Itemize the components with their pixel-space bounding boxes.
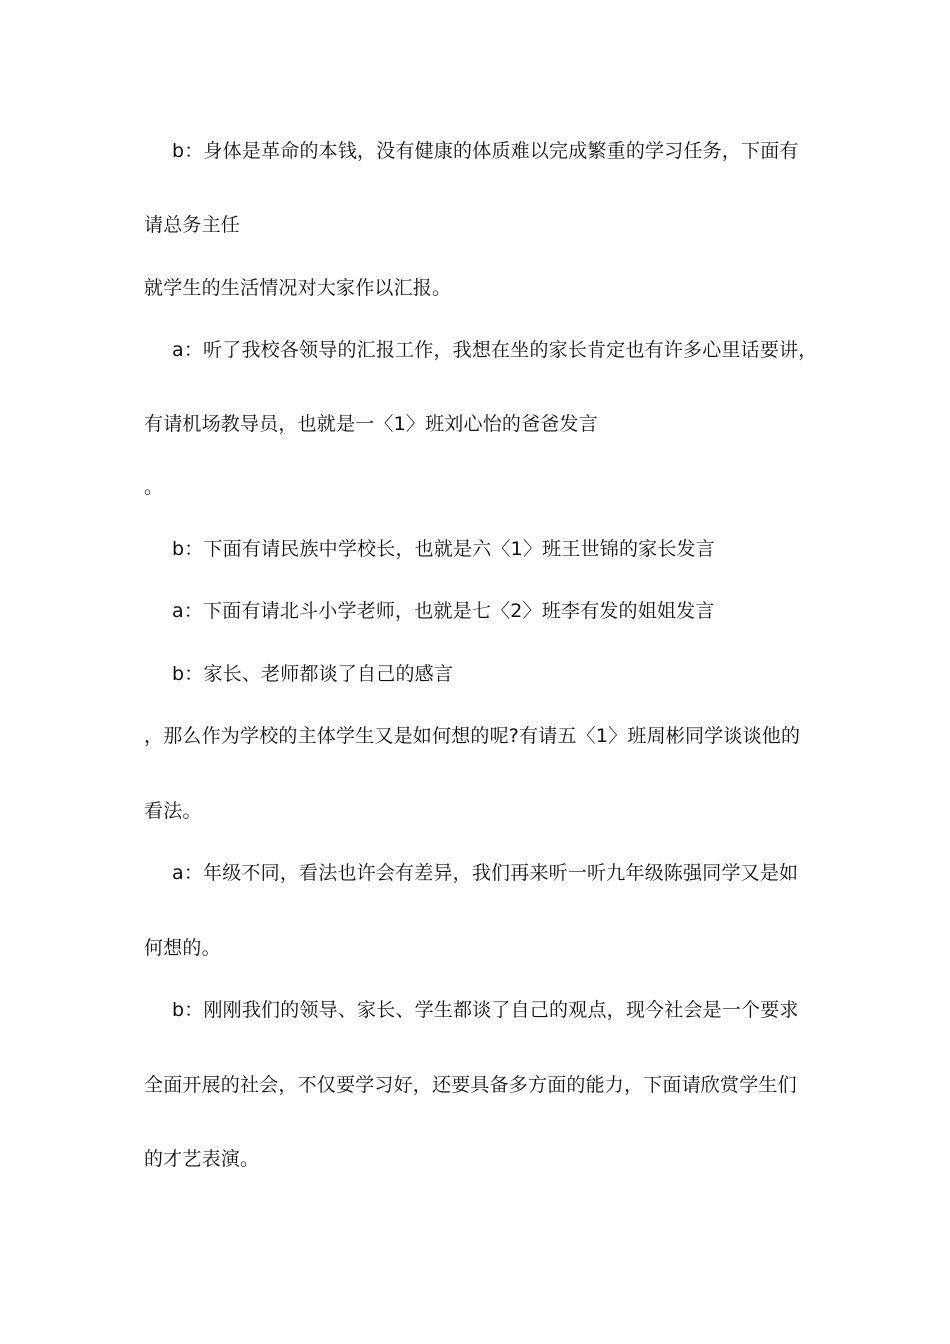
paragraph-line: a：听了我校各领导的汇报工作，我想在坐的家长肯定也有许多心里话要讲， bbox=[172, 339, 818, 361]
paragraph-line: 。 bbox=[144, 476, 164, 498]
paragraph-line: 的才艺表演。 bbox=[144, 1148, 260, 1170]
paragraph-line: a：下面有请北斗小学老师，也就是七〈2〉班李有发的姐姐发言 bbox=[172, 600, 715, 622]
paragraph-line: ，那么作为学校的主体学生又是如何想的呢?有请五〈1〉班周彬同学谈谈他的 bbox=[144, 725, 801, 747]
paragraph-line: 请总务主任 bbox=[144, 214, 241, 236]
paragraph-line: b：刚刚我们的领导、家长、学生都谈了自己的观点，现今社会是一个要求 bbox=[172, 999, 799, 1021]
paragraph-line: 何想的。 bbox=[144, 937, 221, 959]
paragraph-line: 有请机场教导员，也就是一〈1〉班刘心怡的爸爸发言 bbox=[144, 413, 598, 435]
paragraph-line: 全面开展的社会，不仅要学习好，还要具备多方面的能力，下面请欣赏学生们 bbox=[144, 1074, 797, 1096]
paragraph-line: a：年级不同，看法也许会有差异，我们再来听一听九年级陈强同学又是如 bbox=[172, 862, 799, 884]
paragraph-line: b：身体是革命的本钱，没有健康的体质难以完成繁重的学习任务，下面有 bbox=[172, 140, 799, 162]
paragraph-line: b：下面有请民族中学校长，也就是六〈1〉班王世锦的家长发言 bbox=[172, 538, 715, 560]
paragraph-line: b：家长、老师都谈了自己的感言 bbox=[172, 663, 454, 685]
paragraph-line: 看法。 bbox=[144, 800, 202, 822]
paragraph-line: 就学生的生活情况对大家作以汇报。 bbox=[144, 277, 452, 299]
